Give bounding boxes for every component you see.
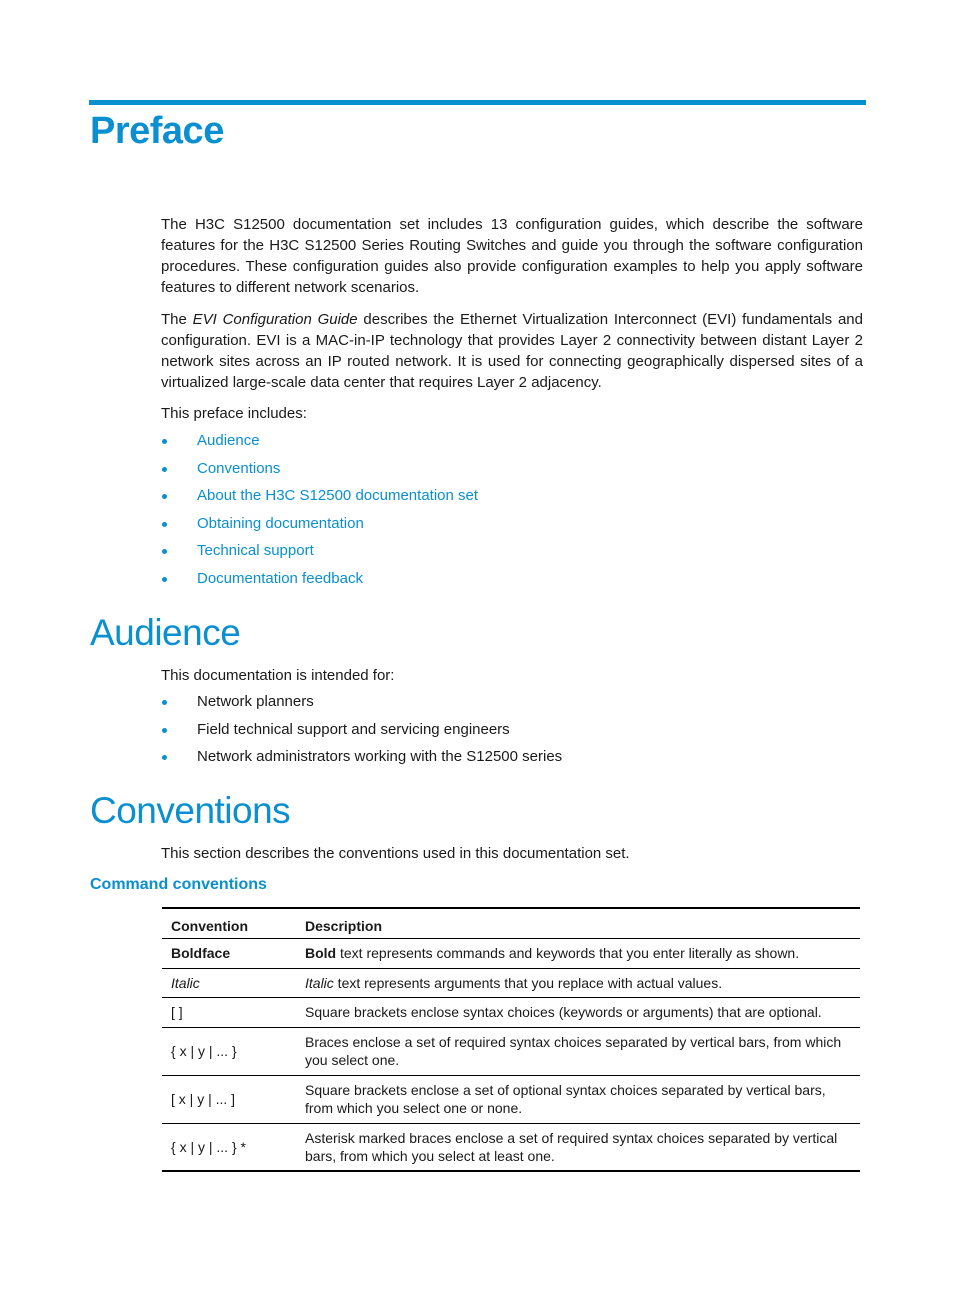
link-technical-support[interactable]: Technical support — [197, 542, 314, 559]
table-header-row — [162, 908, 860, 938]
description-cell — [296, 938, 860, 968]
bullet-icon — [162, 494, 167, 499]
convention-cell: Boldface — [171, 945, 231, 961]
preface-intro-paragraph: The H3C S12500 documentation set includes 13 configuration guides, which describe the software features for the H3C S12500 Series Routing Switches and guide you through the software configuration procedures. These configuration guides also provide configuration examples to help you apply software features to different network scenarios. — [161, 216, 863, 296]
convention-cell: [ ] — [171, 1004, 183, 1020]
audience-heading: Audience — [90, 612, 241, 653]
audience-item: Network planners — [197, 693, 314, 710]
bullet-icon — [162, 700, 167, 705]
convention-cell: { x | y | ... } — [171, 1043, 237, 1059]
header-rule — [89, 100, 866, 105]
list-item — [161, 720, 562, 748]
list-item — [161, 459, 478, 487]
bullet-icon — [162, 549, 167, 554]
table-row — [162, 968, 860, 997]
convention-cell: { x | y | ... } * — [171, 1138, 246, 1155]
table-row — [162, 1123, 860, 1171]
description-cell — [296, 968, 860, 997]
preface-title: Preface — [90, 110, 224, 152]
command-conventions-table — [162, 907, 860, 1172]
convention-cell: Italic — [171, 974, 200, 991]
link-audience[interactable]: Audience — [197, 432, 260, 449]
description-lead: Italic — [305, 974, 334, 991]
list-item — [161, 569, 478, 597]
description-cell: Asterisk marked braces enclose a set of required syntax choices separated by vertical bars, from which you select at least one. — [305, 1129, 838, 1164]
description-text: text represents arguments that you replace with actual values. — [333, 974, 723, 991]
table-row — [162, 997, 860, 1027]
audience-list — [161, 692, 562, 775]
list-item — [161, 514, 478, 542]
link-about-documentation-set[interactable]: About the H3C S12500 documentation set — [197, 487, 479, 504]
preface-evi-paragraph — [161, 309, 863, 393]
link-conventions[interactable]: Conventions — [197, 459, 281, 477]
bullet-icon — [162, 728, 167, 733]
description-cell: Braces enclose a set of required syntax choices separated by vertical bars, from which you select one. — [305, 1034, 842, 1068]
conventions-heading: Conventions — [90, 790, 291, 831]
column-header-convention: Convention — [171, 918, 248, 935]
list-item — [161, 486, 478, 514]
evi-suffix: describes the Ethernet Virtualization Interconnect (EVI) fundamentals and configuration. EVI is a MAC-in-IP technology that provides Layer 2 connectivity between distant Layer 2 network sites across an IP routed network. It is used for connecting geographically dispersed sites of a virtualized large-scale data center that requires Layer 2 adjacency. — [161, 311, 863, 391]
column-header-description: Description — [305, 918, 383, 935]
audience-item: Field technical support and servicing engineers — [197, 720, 510, 738]
conventions-intro: This section describes the conventions used in this documentation set. — [161, 845, 630, 862]
evi-guide-title: EVI Configuration Guide — [192, 311, 358, 328]
link-obtaining-documentation[interactable]: Obtaining documentation — [197, 514, 364, 532]
preface-link-list — [161, 431, 478, 596]
convention-cell: [ x | y | ... ] — [171, 1091, 236, 1107]
bullet-icon — [162, 755, 167, 760]
list-item — [161, 431, 478, 459]
table-row — [162, 1075, 860, 1123]
command-conventions-heading: Command conventions — [90, 876, 267, 893]
list-item — [161, 692, 562, 720]
audience-item: Network administrators working with the S12500 series — [197, 748, 563, 765]
list-item — [161, 541, 478, 569]
bullet-icon — [162, 467, 167, 472]
list-item — [161, 747, 562, 775]
description-lead: Bold — [305, 945, 337, 961]
description-cell: Square brackets enclose a set of optional syntax choices separated by vertical bars, from which you select one or none. — [305, 1082, 826, 1116]
bullet-icon — [162, 577, 167, 582]
description-text: text represents commands and keywords that you enter literally as shown. — [336, 945, 800, 961]
bullet-icon — [162, 522, 167, 527]
link-documentation-feedback[interactable]: Documentation feedback — [197, 569, 363, 587]
bullet-icon — [162, 439, 167, 444]
evi-prefix: The — [161, 311, 193, 328]
preface-includes-label: This preface includes: — [161, 405, 307, 422]
table-row — [162, 1027, 860, 1075]
description-cell: Square brackets enclose syntax choices (keywords or arguments) that are optional. — [305, 1004, 822, 1020]
audience-intro: This documentation is intended for: — [161, 667, 395, 684]
table-row — [162, 938, 860, 968]
